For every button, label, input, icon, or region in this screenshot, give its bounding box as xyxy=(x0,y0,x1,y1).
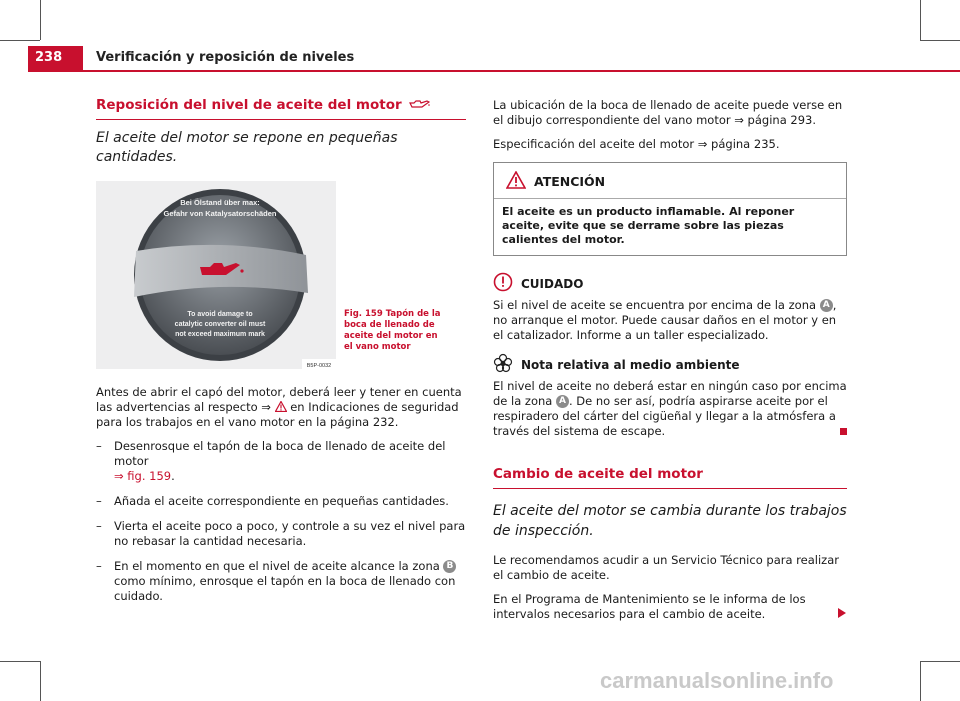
crop-mark xyxy=(40,0,41,40)
warning-triangle-icon xyxy=(506,171,526,192)
figure-code: B5P-0032 xyxy=(306,363,332,369)
watermark: carmanualsonline.info xyxy=(600,668,834,693)
cap-text-bottom-2: catalytic converter oil must xyxy=(174,321,266,328)
oil-cap-photo xyxy=(96,181,336,369)
crop-mark xyxy=(920,0,921,40)
zone-b-marker: B xyxy=(443,560,456,573)
environment-note-body: El nivel de aceite no deberá estar en ningún caso por encima de la zona A . De no ser así, podría aspirarse aceite por el respiradero del cárter del cigüeñal y llegar a la atmósfera a través del sistema de escape. xyxy=(493,379,847,438)
list-item: – Desenrosque el tapón de la boca de llenado de aceite del motor ⇒ fig. 159. xyxy=(96,439,446,483)
list-item: – Vierta el aceite poco a poco, y controle a su vez el nivel para no rebasar la cantidad necesaria. xyxy=(96,519,466,548)
end-of-section-mark xyxy=(840,428,847,435)
section2-paragraph-1: Le recomendamos acudir a un Servicio Técnico para realizar el cambio de aceite. xyxy=(493,553,839,582)
section-subtitle: El aceite del motor se repone en pequeñas cantidades. xyxy=(96,130,398,165)
zone-a-marker: A xyxy=(820,299,833,312)
crop-mark xyxy=(920,661,921,701)
crop-mark xyxy=(40,661,41,701)
location-paragraph: La ubicación de la boca de llenado de aceite puede verse en el dibujo correspondiente del vano motor ⇒ página 293. xyxy=(493,98,843,127)
zone-a-marker: A xyxy=(556,395,569,408)
warning-box xyxy=(493,162,847,256)
figure-reference-link[interactable]: ⇒ fig. 159 xyxy=(114,469,172,483)
right-column xyxy=(493,98,847,631)
environment-note-title: Nota relativa al medio ambiente xyxy=(521,357,740,372)
warning-triangle-icon xyxy=(275,400,291,414)
section2-title: Cambio de aceite del motor xyxy=(493,466,703,482)
section2-subtitle: El aceite del motor se cambia durante los trabajos de inspección. xyxy=(493,503,847,539)
caution-header xyxy=(493,272,847,296)
warning-header xyxy=(494,163,846,199)
cap-text-bottom-1: To avoid damage to xyxy=(187,311,253,318)
running-title: Verificación y reposición de niveles xyxy=(96,50,355,65)
warning-body: El aceite es un producto inflamable. Al reponer aceite, evite que se derrame sobre las piezas calientes del motor. xyxy=(502,205,795,246)
caution-title: CUIDADO xyxy=(521,276,584,291)
figure xyxy=(96,181,466,369)
continue-arrow-icon xyxy=(837,607,847,622)
warning-title: ATENCIÓN xyxy=(534,174,606,189)
page-number: 238 xyxy=(28,46,83,70)
header-rule xyxy=(28,70,960,72)
caution-icon xyxy=(493,272,513,296)
flower-icon xyxy=(493,353,513,377)
crop-mark xyxy=(0,661,40,662)
section-title xyxy=(96,98,466,113)
cap-text-bottom-3: not exceed maximum mark xyxy=(175,331,265,338)
list-item: – En el momento en que el nivel de aceite alcance la zona B como mínimo, enrosque el tapón en la boca de llenado con cuidado. xyxy=(96,559,456,603)
oil-can-icon xyxy=(408,98,430,113)
crop-mark xyxy=(920,661,960,662)
cap-text-top-2: Gefahr von Katalysatorschäden xyxy=(163,209,277,218)
environment-note-header xyxy=(493,353,847,377)
section2-rule xyxy=(493,488,847,489)
figure-caption: Fig. 159 Tapón de la boca de llenado de aceite del motor en el vano motor xyxy=(344,309,441,352)
cap-text-top-1: Bei Ölstand über max: xyxy=(180,198,260,207)
intro-text-b: en Indicaciones de seguridad para los trabajos en el vano motor en la página 232. xyxy=(96,400,459,429)
section2-paragraph-2: En el Programa de Mantenimiento se le informa de los intervalos necesarios para el cambio de aceite. xyxy=(493,592,847,622)
step-list xyxy=(96,439,466,604)
list-item: – Añada el aceite correspondiente en pequeñas cantidades. xyxy=(96,494,449,508)
caution-body: Si el nivel de aceite se encuentra por encima de la zona A , no arranque el motor. Puede causar daños en el motor y en el catalizador. Informe a un taller especializado. xyxy=(493,298,837,342)
crop-mark xyxy=(0,40,40,41)
intro-paragraph xyxy=(96,385,466,430)
crop-mark xyxy=(920,40,960,41)
section-title-text: Reposición del nivel de aceite del motor xyxy=(96,97,402,113)
section-rule xyxy=(96,119,466,120)
intro-text-a: Antes de abrir el capó del motor, deberá leer y tener en cuenta las advertencias al respecto ⇒ xyxy=(96,385,462,414)
left-column xyxy=(96,98,466,614)
specification-paragraph: Especificación del aceite del motor ⇒ página 235. xyxy=(493,137,780,151)
